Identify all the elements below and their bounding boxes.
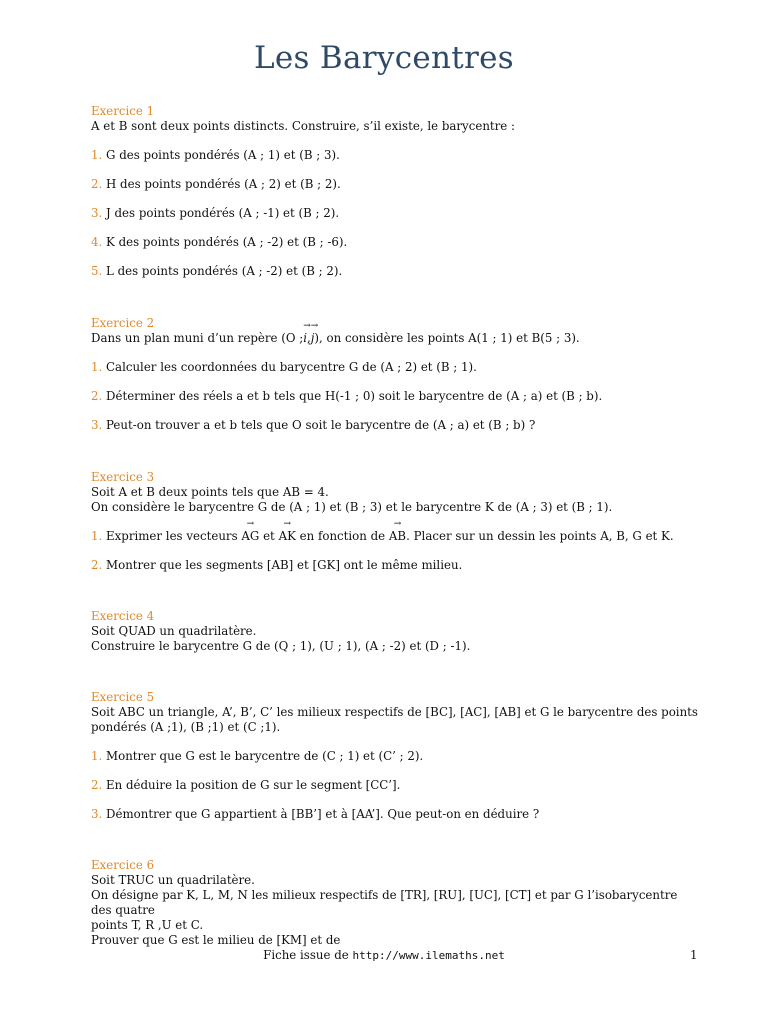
- item-text: J des points pondérés (A ; -1) et (B ; 2).: [106, 206, 340, 220]
- item-text: H des points pondérés (A ; 2) et (B ; 2).: [106, 177, 341, 191]
- exercise-1-intro: A et B sont deux points distincts. Construire, s’il existe, le barycentre :: [91, 119, 515, 133]
- item-number: 4.: [91, 235, 103, 249]
- list-item: [91, 177, 699, 192]
- footer-prefix: Fiche issue de: [263, 948, 353, 962]
- list-item: [91, 807, 699, 822]
- vector-j: → j: [311, 331, 315, 346]
- footer: [0, 948, 768, 962]
- exercise-2: [91, 316, 699, 433]
- item-text: en fonction de: [295, 529, 389, 543]
- vector-ak: → AK: [279, 529, 296, 544]
- list-item: [91, 558, 699, 573]
- item-number: 3.: [91, 418, 103, 432]
- footer-link[interactable]: http://www.ilemaths.net: [352, 949, 505, 962]
- item-number: 5.: [91, 264, 103, 278]
- item-text: Montrer que G est le barycentre de (C ; 1) et (C’ ; 2).: [106, 749, 424, 763]
- item-number: 1.: [91, 148, 103, 162]
- exercise-4-line: Soit QUAD un quadrilatère.: [91, 624, 257, 638]
- exercise-6-line: Prouver que G est le milieu de [KM] et de: [91, 933, 341, 947]
- exercise-6-line: points T, R ,U et C.: [91, 918, 204, 932]
- item-text: . Placer sur un dessin les points A, B, G et K.: [406, 529, 674, 543]
- list-item: [91, 206, 699, 221]
- exercise-5-line: pondérés (A ;1), (B ;1) et (C ;1).: [91, 720, 281, 734]
- exercise-3-line: Soit A et B deux points tels que AB = 4.: [91, 485, 329, 499]
- intro-text: Dans un plan muni d’un repère (O ;: [91, 331, 304, 345]
- page-number: 1: [690, 948, 698, 962]
- exercise-3: [91, 470, 699, 573]
- list-item: [91, 529, 699, 544]
- item-text: K des points pondérés (A ; -2) et (B ; -6).: [106, 235, 348, 249]
- exercise-5-line: Soit ABC un triangle, A’, B’, C’ les milieux respectifs de [BC], [AC], [AB] et G le barycentre des points: [91, 705, 698, 719]
- exercise-3-line: On considère le barycentre G de (A ; 1) et (B ; 3) et le barycentre K de (A ; 3) et (B ; 1).: [91, 500, 613, 514]
- item-number: 2.: [91, 778, 103, 792]
- exercise-2-intro: [91, 331, 699, 346]
- intro-text: ), on considère les points A(1 ; 1) et B(5 ; 3).: [314, 331, 580, 345]
- exercise-4-title: Exercice 4: [91, 609, 155, 623]
- exercise-3-title: Exercice 3: [91, 470, 155, 484]
- item-number: 3.: [91, 206, 103, 220]
- list-item: [91, 235, 699, 250]
- exercise-4: [91, 609, 699, 654]
- vector-ag: → AG: [241, 529, 259, 544]
- separator: ,: [307, 331, 311, 345]
- item-number: 1.: [91, 529, 103, 543]
- item-number: 2.: [91, 389, 103, 403]
- list-item: [91, 148, 699, 163]
- item-number: 2.: [91, 558, 103, 572]
- item-text: G des points pondérés (A ; 1) et (B ; 3).: [106, 148, 340, 162]
- list-item: [91, 264, 699, 279]
- exercise-1-title: Exercice 1: [91, 104, 155, 118]
- exercise-6-title: Exercice 6: [91, 858, 155, 872]
- list-item: [91, 360, 699, 375]
- item-text: En déduire la position de G sur le segment [CC’].: [106, 778, 401, 792]
- item-number: 2.: [91, 177, 103, 191]
- item-number: 1.: [91, 360, 103, 374]
- item-text: Exprimer les vecteurs: [106, 529, 242, 543]
- list-item: [91, 749, 699, 764]
- exercise-6-line: On désigne par K, L, M, N les milieux respectifs de [TR], [RU], [UC], [CT] et par G l’isobarycentre des quatre: [91, 888, 678, 917]
- exercise-5: [91, 690, 699, 822]
- item-text: L des points pondérés (A ; -2) et (B ; 2).: [106, 264, 343, 278]
- exercise-2-title: Exercice 2: [91, 316, 155, 330]
- item-text: Démontrer que G appartient à [BB’] et à [AA’]. Que peut-on en déduire ?: [106, 807, 540, 821]
- list-item: [91, 389, 699, 404]
- item-text: et: [259, 529, 279, 543]
- item-number: 3.: [91, 807, 103, 821]
- list-item: [91, 418, 699, 433]
- vector-ab: → AB: [389, 529, 406, 544]
- exercise-6: [91, 858, 699, 948]
- exercise-5-title: Exercice 5: [91, 690, 155, 704]
- item-text: Calculer les coordonnées du barycentre G de (A ; 2) et (B ; 1).: [106, 360, 477, 374]
- exercise-1: [91, 104, 699, 279]
- item-text: Peut-on trouver a et b tels que O soit le barycentre de (A ; a) et (B ; b) ?: [106, 418, 536, 432]
- item-text: Montrer que les segments [AB] et [GK] ont le même milieu.: [106, 558, 463, 572]
- item-number: 1.: [91, 749, 103, 763]
- exercise-4-line: Construire le barycentre G de (Q ; 1), (U ; 1), (A ; -2) et (D ; -1).: [91, 639, 471, 653]
- item-text: Déterminer des réels a et b tels que H(-1 ; 0) soit le barycentre de (A ; a) et (B ; b).: [106, 389, 603, 403]
- list-item: [91, 778, 699, 793]
- vector-i: → i: [303, 331, 307, 346]
- page-title: Les Barycentres: [254, 40, 514, 76]
- exercise-6-line: Soit TRUC un quadrilatère.: [91, 873, 255, 887]
